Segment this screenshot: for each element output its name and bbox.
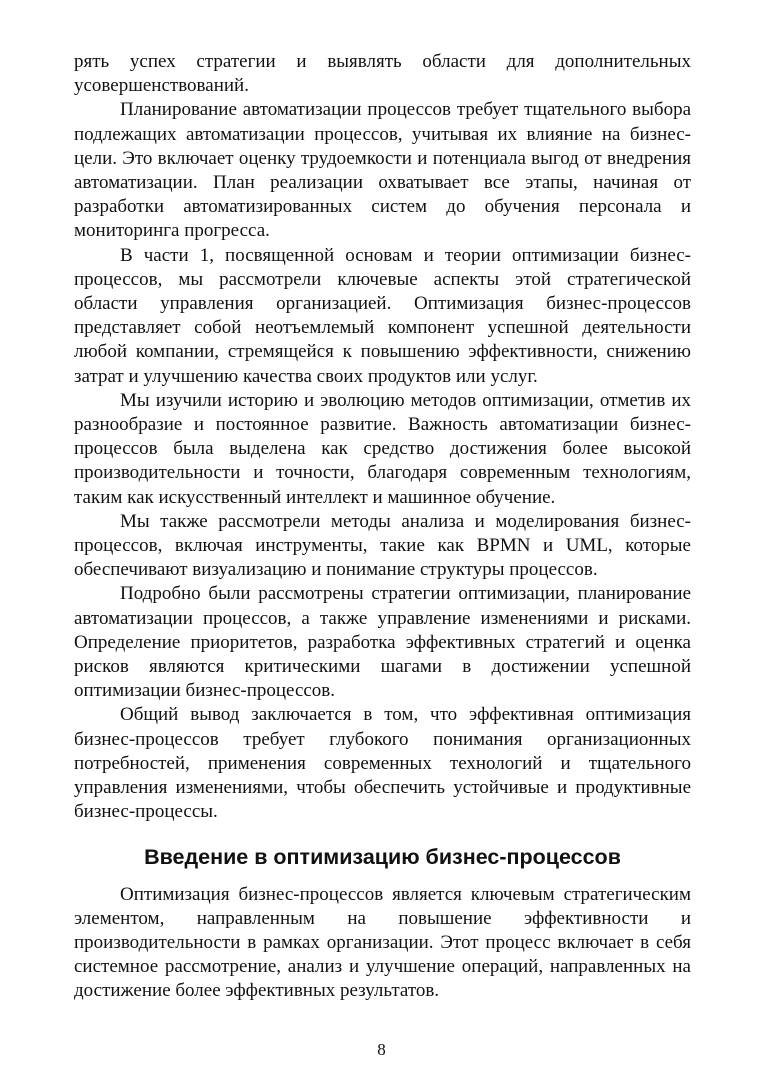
paragraph-introduction: Оптимизация бизнес-процессов является ключевым стратегическим элементом, направленным на повышение эффективности и производительности в рамках организации. Этот процесс включает в себя системное рассмотрение, анализ и улучшение операций, направленных на достижение более эффективных результатов. <box>74 883 691 1002</box>
paragraph-continuation: рять успех стратегии и выявлять области для дополнительных усовершенствований. <box>74 51 691 97</box>
paragraph-strategies: Подробно были рассмотрены стратегии оптимизации, планирование автоматизации процессов, а также управление изменениями и рисками. Определение приоритетов, разработка эффективных стратегий и оценка рисков являются критическими шагами в достижении успешной оптимизации бизнес-процессов. <box>74 583 691 702</box>
page-number: 8 <box>377 1040 386 1059</box>
paragraph-analysis-modeling: Мы также рассмотрели методы анализа и моделирования бизнес-процессов, включая инструменты, такие как BPMN и UML, которые обеспечивают визуализацию и понимание структуры процессов. <box>74 510 691 581</box>
paragraph-part-one-summary: В части 1, посвященной основам и теории оптимизации бизнес-процессов, мы рассмотрели ключевые аспекты этой стратегической области управления организацией. Оптимизация бизнес-процессов представляет собой неотъемлемый компонент успешной деятельности любой компании, стремящейся к повышению эффективности, снижению затрат и улучшению качества своих продуктов или услуг. <box>74 244 691 387</box>
paragraph-history-evolution: Мы изучили историю и эволюцию методов оптимизации, отметив их разнообразие и постоянное развитие. Важность автоматизации бизнес-процессов была выделена как средство достижения более высокой производительности и точности, благодаря современным технологиям, таким как искусственный интеллект и машинное обучение. <box>74 389 691 508</box>
paragraph-conclusion: Общий вывод заключается в том, что эффективная оптимизация бизнес-процессов требует глубокого понимания организационных потребностей, применения современных технологий и тщательного управления изменениями, чтобы обеспечить устойчивые и продуктивные бизнес-процессы. <box>74 704 691 823</box>
page-body <box>74 50 691 1004</box>
paragraph-automation-planning: Планирование автоматизации процессов требует тщательного выбора подлежащих автоматизации процессов, учитывая их влияние на бизнес-цели. Это включает оценку трудоемкости и потенциала выгод от внедрения автоматизации. План реализации охватывает все этапы, начиная от разработки автоматизированных систем до обучения персонала и мониторинга прогресса. <box>74 99 691 242</box>
section-heading: Введение в оптимизацию бизнес-процессов <box>144 844 621 869</box>
